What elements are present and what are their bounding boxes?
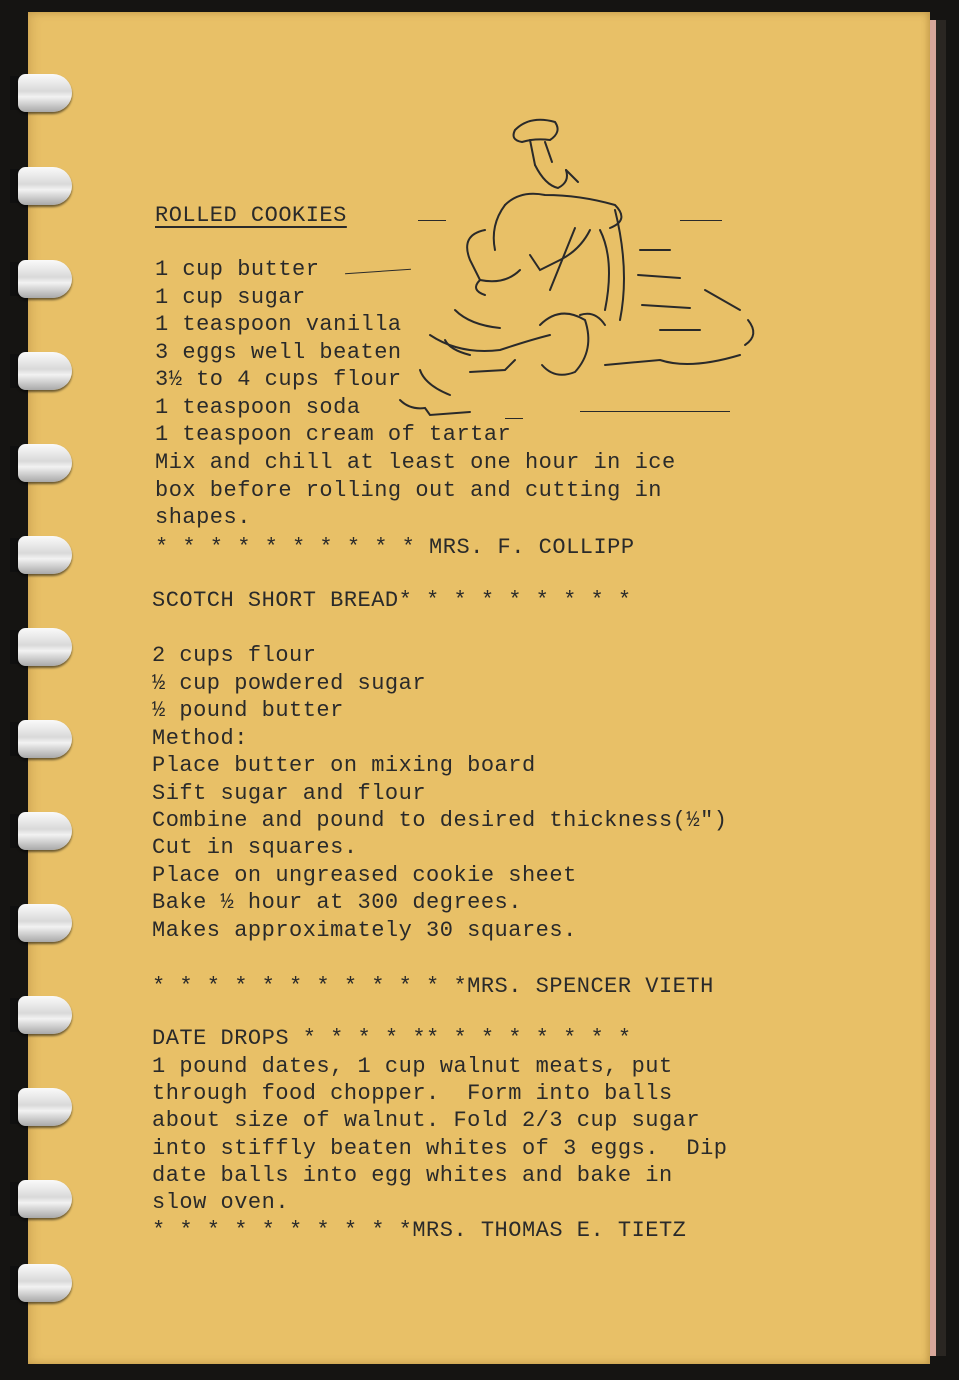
method-heading: Method: bbox=[152, 726, 248, 751]
ingredient-line: 3½ to 4 cups flour bbox=[155, 367, 402, 392]
decorative-dash bbox=[580, 411, 730, 412]
binding-ring bbox=[8, 350, 68, 394]
binding-ring bbox=[8, 994, 68, 1038]
instruction-line: Cut in squares. bbox=[152, 835, 358, 860]
instruction-line: Place on ungreased cookie sheet bbox=[152, 863, 577, 888]
recipe-credit: * * * * * * * * * *MRS. THOMAS E. TIETZ bbox=[152, 1218, 687, 1243]
instruction-line: shapes. bbox=[155, 505, 251, 530]
instruction-line: Combine and pound to desired thickness(½") bbox=[152, 808, 728, 833]
page-stack-edge bbox=[936, 20, 946, 1356]
recipe-title-date-drops: DATE DROPS * * * * ** * * * * * * * bbox=[152, 1026, 632, 1051]
ingredient-line: 1 cup butter bbox=[155, 257, 320, 282]
binding-ring bbox=[8, 1086, 68, 1130]
binding-ring bbox=[8, 258, 68, 302]
decorative-dash bbox=[418, 220, 446, 221]
instruction-line: 1 pound dates, 1 cup walnut meats, put bbox=[152, 1054, 673, 1079]
instruction-line: date balls into egg whites and bake in bbox=[152, 1163, 673, 1188]
instruction-line: slow oven. bbox=[152, 1190, 290, 1215]
binding-ring bbox=[8, 72, 68, 116]
recipe-credit: * * * * * * * * * * MRS. F. COLLIPP bbox=[155, 535, 635, 560]
instruction-line: through food chopper. Form into balls bbox=[152, 1081, 673, 1106]
binding-ring bbox=[8, 165, 68, 209]
ingredient-line: 1 cup sugar bbox=[155, 285, 306, 310]
instruction-line: Mix and chill at least one hour in ice bbox=[155, 450, 676, 475]
page-stack-edge-pink bbox=[930, 20, 936, 1356]
recipe-credit: * * * * * * * * * * * *MRS. SPENCER VIETH bbox=[152, 974, 714, 999]
instruction-line: Sift sugar and flour bbox=[152, 781, 427, 806]
ingredient-line: 1 teaspoon soda bbox=[155, 395, 361, 420]
ingredient-line: ½ pound butter bbox=[152, 698, 344, 723]
ingredient-line: 1 teaspoon vanilla bbox=[155, 312, 402, 337]
instruction-line: box before rolling out and cutting in bbox=[155, 478, 662, 503]
ingredient-line: 1 teaspoon cream of tartar bbox=[155, 422, 512, 447]
binding-ring bbox=[8, 442, 68, 486]
instruction-line: Bake ½ hour at 300 degrees. bbox=[152, 890, 522, 915]
ingredient-line: ½ cup powdered sugar bbox=[152, 671, 427, 696]
instruction-line: into stiffly beaten whites of 3 eggs. Dip bbox=[152, 1136, 728, 1161]
binding-ring bbox=[8, 534, 68, 578]
binding-ring bbox=[8, 810, 68, 854]
binding-ring bbox=[8, 1262, 68, 1306]
binding-ring bbox=[8, 1178, 68, 1222]
binding-ring bbox=[8, 718, 68, 762]
binding-ring bbox=[8, 902, 68, 946]
recipe-title-rolled-cookies: ROLLED COOKIES bbox=[155, 203, 347, 228]
binding-ring bbox=[8, 626, 68, 670]
decorative-dash bbox=[680, 220, 722, 221]
decorative-dash bbox=[505, 418, 523, 419]
instruction-line: Place butter on mixing board bbox=[152, 753, 536, 778]
recipe-title-scotch-short-bread: SCOTCH SHORT BREAD* * * * * * * * * bbox=[152, 588, 632, 613]
instruction-line: about size of walnut. Fold 2/3 cup sugar bbox=[152, 1108, 701, 1133]
ingredient-line: 3 eggs well beaten bbox=[155, 340, 402, 365]
instruction-line: Makes approximately 30 squares. bbox=[152, 918, 577, 943]
ingredient-line: 2 cups flour bbox=[152, 643, 317, 668]
